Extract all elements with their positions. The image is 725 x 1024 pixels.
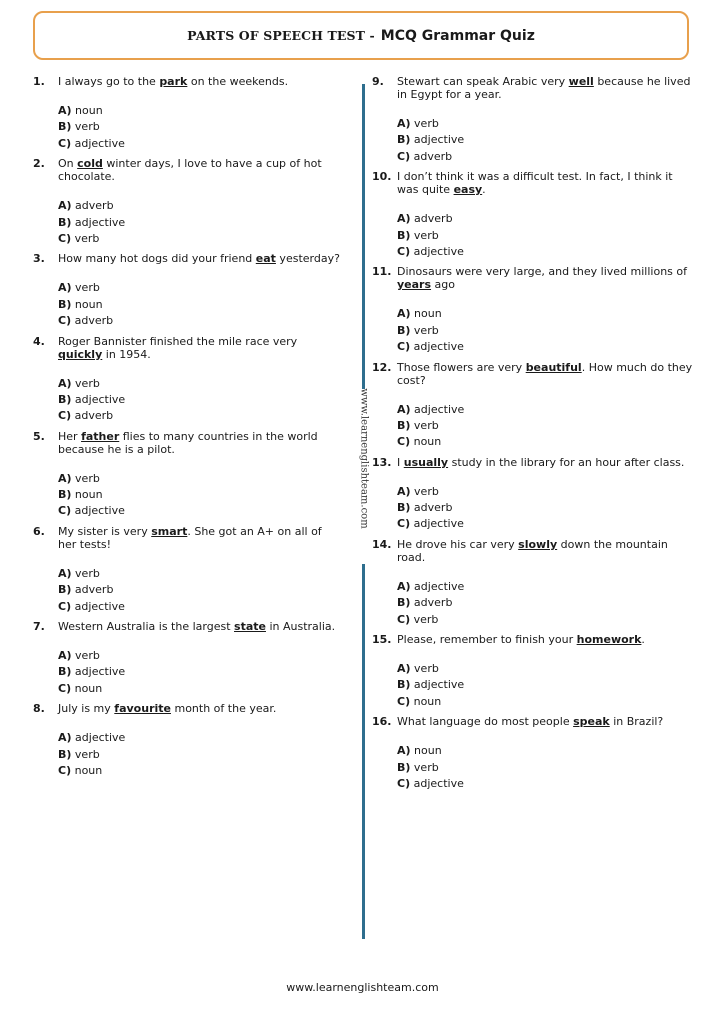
- question-keyword: easy: [453, 183, 483, 197]
- option-letter: B): [397, 760, 411, 774]
- question-number: 15.: [372, 633, 392, 647]
- option-letter: C): [58, 599, 72, 613]
- question-text: [58, 335, 343, 361]
- option-letter: A): [58, 649, 72, 663]
- option-text: adverb: [74, 409, 114, 423]
- option-letter: A): [397, 662, 411, 676]
- option-letter: B): [58, 747, 72, 761]
- question-item: [33, 525, 343, 615]
- question-number: 12.: [372, 360, 392, 374]
- answer-option: [397, 244, 697, 260]
- column-divider-bottom: [362, 564, 365, 939]
- option-text: noun: [74, 763, 103, 777]
- answer-option: [397, 132, 697, 148]
- option-letter: B): [397, 501, 411, 515]
- answer-option: [397, 434, 697, 450]
- answer-options: [397, 743, 697, 792]
- option-text: verb: [75, 376, 100, 390]
- question-number: 16.: [372, 715, 392, 729]
- option-text: adjective: [413, 244, 464, 258]
- answer-options: [397, 211, 697, 260]
- question-keyword: speak: [573, 715, 610, 729]
- option-text: noun: [414, 307, 442, 321]
- footer-url: www.learnenglishteam.com: [286, 981, 439, 994]
- question-text: [397, 265, 697, 291]
- option-text: adverb: [413, 149, 453, 163]
- question-text: [58, 252, 343, 265]
- question-item: [33, 252, 343, 329]
- answer-option: [58, 503, 343, 519]
- question-text-after: in Australia.: [265, 620, 336, 634]
- question-keyword: state: [234, 620, 266, 634]
- answer-option: [58, 763, 343, 779]
- answer-option: [397, 760, 697, 776]
- title-box: [33, 11, 689, 60]
- option-letter: A): [58, 281, 72, 295]
- watermark: www.learnenglishteam.com: [358, 387, 370, 529]
- question-text-after: on the weekends.: [187, 75, 289, 88]
- question-number: 11.: [372, 265, 392, 279]
- option-text: verb: [75, 649, 100, 663]
- question-column-left: [33, 75, 343, 784]
- question-text-after: in 1954.: [102, 347, 151, 361]
- question-keyword: well: [568, 75, 594, 88]
- option-text: verb: [75, 471, 100, 485]
- question-number: 14.: [372, 537, 392, 551]
- question-text: [58, 702, 343, 715]
- option-text: verb: [413, 228, 439, 242]
- question-number: 6.: [33, 524, 45, 538]
- answer-option: [58, 582, 343, 598]
- option-letter: B): [397, 596, 411, 610]
- answer-option: [58, 392, 343, 408]
- option-text: verb: [413, 612, 439, 626]
- option-letter: B): [58, 297, 72, 311]
- option-text: adjective: [75, 731, 126, 745]
- option-text: adverb: [413, 596, 453, 610]
- question-item: [372, 456, 697, 533]
- question-number: 13.: [372, 455, 392, 469]
- question-text-before: I: [397, 455, 404, 469]
- option-text: adverb: [74, 314, 114, 328]
- question-text: [58, 75, 343, 88]
- answer-option: [58, 103, 343, 119]
- option-letter: A): [58, 199, 72, 213]
- question-column-right: [372, 75, 697, 797]
- option-text: noun: [413, 694, 442, 708]
- option-letter: C): [397, 340, 411, 354]
- question-text-after: yesterday?: [275, 252, 340, 266]
- question-item: [372, 538, 697, 628]
- question-text-after: down the mountain road.: [397, 537, 668, 564]
- answer-options: [397, 402, 697, 451]
- answer-options: [58, 376, 343, 425]
- answer-option: [58, 280, 343, 296]
- answer-option: [397, 516, 697, 532]
- page-title: PARTS OF SPEECH TEST -: [187, 28, 375, 43]
- option-text: adjective: [414, 579, 465, 593]
- answer-option: [58, 487, 343, 503]
- answer-option: [58, 376, 343, 392]
- answer-option: [58, 136, 343, 152]
- question-text-before: He drove his car very: [397, 537, 519, 551]
- option-text: adjective: [74, 504, 125, 518]
- option-letter: A): [397, 307, 411, 321]
- question-text-before: On: [58, 157, 78, 171]
- question-text-before: Stewart can speak Arabic very: [397, 75, 569, 88]
- option-text: adjective: [74, 599, 125, 613]
- option-letter: A): [397, 484, 411, 498]
- answer-options: [58, 648, 343, 697]
- answer-option: [397, 484, 697, 500]
- question-text-after: ago: [431, 278, 455, 292]
- question-text-before: Her: [58, 429, 82, 443]
- option-text: adjective: [74, 665, 126, 679]
- question-text-after: . She got an A+ on all of her tests!: [58, 524, 322, 551]
- option-text: verb: [414, 117, 439, 130]
- answer-option: [397, 612, 697, 628]
- question-number: 5.: [33, 429, 45, 443]
- option-text: adjective: [413, 133, 465, 147]
- question-number: 4.: [33, 334, 45, 348]
- answer-option: [397, 339, 697, 355]
- option-text: verb: [74, 747, 100, 761]
- option-text: verb: [75, 281, 100, 295]
- question-keyword: beautiful: [525, 360, 582, 374]
- option-text: adverb: [75, 199, 114, 213]
- question-text-before: My sister is very: [58, 524, 152, 538]
- question-item: [33, 75, 343, 152]
- question-text-before: Dinosaurs were very large, and they lived millions of: [397, 265, 687, 279]
- option-letter: C): [58, 409, 72, 423]
- answer-option: [397, 595, 697, 611]
- question-text-before: Roger Bannister finished the mile race very: [58, 334, 298, 348]
- question-text: [397, 75, 697, 101]
- answer-option: [58, 599, 343, 615]
- option-letter: B): [397, 133, 411, 147]
- answer-option: [397, 228, 697, 244]
- option-letter: C): [58, 314, 72, 328]
- option-text: adjective: [413, 517, 464, 531]
- question-number: 2.: [33, 157, 45, 171]
- question-text-after: month of the year.: [170, 702, 277, 716]
- question-text-before: Western Australia is the largest: [58, 620, 235, 634]
- answer-options: [397, 306, 697, 355]
- option-text: adjective: [74, 136, 125, 150]
- option-text: verb: [414, 662, 439, 676]
- answer-option: [397, 776, 697, 792]
- question-item: [33, 620, 343, 697]
- answer-option: [397, 402, 697, 418]
- answer-option: [58, 566, 343, 582]
- question-text: [397, 361, 697, 387]
- answer-option: [397, 677, 697, 693]
- option-letter: C): [58, 136, 72, 150]
- question-text: [397, 456, 697, 469]
- question-text: [58, 430, 343, 456]
- option-letter: B): [58, 215, 72, 229]
- option-text: noun: [74, 488, 103, 502]
- option-letter: C): [397, 517, 411, 531]
- question-keyword: homework: [576, 633, 642, 647]
- option-letter: C): [397, 149, 411, 163]
- answer-option: [58, 215, 343, 231]
- question-text-after: winter days, I love to have a cup of hot chocolate.: [58, 157, 322, 184]
- question-text: [58, 620, 343, 633]
- option-letter: C): [397, 612, 411, 626]
- answer-options: [397, 116, 697, 165]
- answer-option: [58, 471, 343, 487]
- question-item: [33, 335, 343, 425]
- answer-option: [397, 323, 697, 339]
- question-number: 10.: [372, 170, 392, 184]
- option-letter: A): [58, 566, 72, 580]
- option-text: verb: [74, 231, 100, 245]
- question-item: [372, 715, 697, 792]
- question-item: [372, 265, 697, 355]
- answer-option: [58, 681, 343, 697]
- answer-option: [58, 119, 343, 135]
- question-text-before: I don’t think it was a difficult test. In fact, I think it was quite: [397, 170, 673, 197]
- question-text-after: .: [641, 633, 645, 647]
- answer-options: [58, 471, 343, 520]
- option-letter: B): [58, 488, 72, 502]
- option-letter: A): [397, 212, 411, 226]
- option-letter: C): [58, 231, 72, 245]
- answer-option: [397, 306, 697, 322]
- option-letter: B): [58, 665, 72, 679]
- option-text: adjective: [413, 776, 464, 790]
- option-text: adjective: [74, 215, 126, 229]
- answer-options: [397, 579, 697, 628]
- option-text: adjective: [414, 402, 465, 416]
- question-number: 1.: [33, 75, 45, 88]
- answer-option: [58, 408, 343, 424]
- option-letter: A): [397, 744, 411, 758]
- answer-option: [58, 730, 343, 746]
- option-text: verb: [413, 323, 439, 337]
- page-subtitle: MCQ Grammar Quiz: [380, 27, 535, 44]
- answer-options: [58, 566, 343, 615]
- question-keyword: cold: [77, 157, 103, 171]
- question-text: [397, 170, 697, 196]
- option-letter: B): [397, 678, 411, 692]
- option-text: noun: [414, 744, 442, 758]
- answer-option: [58, 231, 343, 247]
- column-divider-top: [362, 84, 365, 389]
- answer-options: [58, 280, 343, 329]
- answer-option: [397, 661, 697, 677]
- option-text: noun: [74, 297, 103, 311]
- question-text: [58, 525, 343, 551]
- question-text-before: Please, remember to finish your: [397, 633, 577, 647]
- option-letter: C): [58, 763, 72, 777]
- question-item: [372, 633, 697, 710]
- option-text: verb: [413, 760, 439, 774]
- question-item: [372, 361, 697, 451]
- option-text: adverb: [413, 501, 453, 515]
- option-text: verb: [413, 418, 439, 432]
- question-item: [372, 75, 697, 165]
- question-keyword: slowly: [518, 537, 558, 551]
- option-text: adverb: [414, 212, 453, 226]
- option-letter: B): [58, 392, 72, 406]
- option-letter: C): [58, 681, 72, 695]
- question-text-after: in Brazil?: [609, 715, 664, 729]
- question-text: [397, 538, 697, 564]
- question-text-after: . How much do they cost?: [397, 360, 693, 387]
- answer-option: [397, 579, 697, 595]
- answer-options: [397, 484, 697, 533]
- answer-options: [58, 103, 343, 152]
- question-item: [33, 157, 343, 247]
- answer-option: [58, 313, 343, 329]
- question-number: 9.: [372, 75, 384, 88]
- answer-options: [58, 198, 343, 247]
- question-text: [397, 633, 697, 646]
- option-text: noun: [413, 435, 442, 449]
- option-text: adjective: [413, 340, 464, 354]
- option-letter: B): [397, 228, 411, 242]
- option-letter: C): [58, 504, 72, 518]
- answer-option: [397, 149, 697, 165]
- question-text-before: How many hot dogs did your friend: [58, 252, 256, 266]
- option-letter: C): [397, 244, 411, 258]
- question-keyword: eat: [255, 252, 276, 266]
- option-text: noun: [74, 681, 103, 695]
- question-text-before: Those flowers are very: [397, 360, 526, 374]
- option-letter: B): [397, 418, 411, 432]
- option-letter: C): [397, 776, 411, 790]
- option-letter: A): [397, 117, 411, 130]
- question-text: [58, 157, 343, 183]
- question-text-before: What language do most people: [397, 715, 574, 729]
- question-item: [372, 170, 697, 260]
- option-text: adjective: [413, 678, 465, 692]
- option-letter: B): [58, 583, 72, 597]
- question-keyword: years: [397, 278, 432, 292]
- answer-option: [397, 743, 697, 759]
- answer-options: [58, 730, 343, 779]
- option-text: noun: [75, 104, 103, 117]
- option-text: adverb: [74, 583, 114, 597]
- option-text: verb: [75, 566, 100, 580]
- question-text: [397, 715, 697, 728]
- question-item: [33, 702, 343, 779]
- answer-option: [397, 500, 697, 516]
- question-keyword: smart: [151, 524, 188, 538]
- option-text: verb: [414, 484, 439, 498]
- option-letter: B): [58, 120, 72, 134]
- answer-option: [397, 116, 697, 132]
- question-keyword: usually: [403, 455, 449, 469]
- question-number: 8.: [33, 702, 45, 716]
- answer-option: [58, 747, 343, 763]
- answer-option: [58, 664, 343, 680]
- question-number: 7.: [33, 620, 45, 634]
- answer-option: [58, 297, 343, 313]
- option-letter: A): [58, 731, 72, 745]
- answer-option: [397, 211, 697, 227]
- question-text-before: I always go to the: [58, 75, 160, 88]
- option-text: verb: [74, 120, 100, 134]
- option-letter: A): [58, 104, 72, 117]
- question-item: [33, 430, 343, 520]
- answer-option: [397, 694, 697, 710]
- answer-option: [58, 198, 343, 214]
- question-number: 3.: [33, 252, 45, 266]
- question-text-after: because he lived in Egypt for a year.: [397, 75, 691, 101]
- question-text-before: July is my: [58, 702, 115, 716]
- option-letter: B): [397, 323, 411, 337]
- option-text: adjective: [74, 392, 126, 406]
- option-letter: C): [397, 694, 411, 708]
- question-keyword: father: [81, 429, 120, 443]
- answer-options: [397, 661, 697, 710]
- answer-option: [58, 648, 343, 664]
- question-keyword: favourite: [114, 702, 171, 716]
- option-letter: A): [58, 376, 72, 390]
- option-letter: C): [397, 435, 411, 449]
- question-text-after: flies to many countries in the world because he is a pilot.: [58, 429, 318, 456]
- question-text-after: .: [482, 183, 486, 197]
- option-letter: A): [397, 579, 411, 593]
- answer-option: [397, 418, 697, 434]
- question-keyword: park: [159, 75, 188, 88]
- question-text-after: study in the library for an hour after class.: [448, 455, 685, 469]
- option-letter: A): [397, 402, 411, 416]
- option-letter: A): [58, 471, 72, 485]
- question-keyword: quickly: [58, 347, 103, 361]
